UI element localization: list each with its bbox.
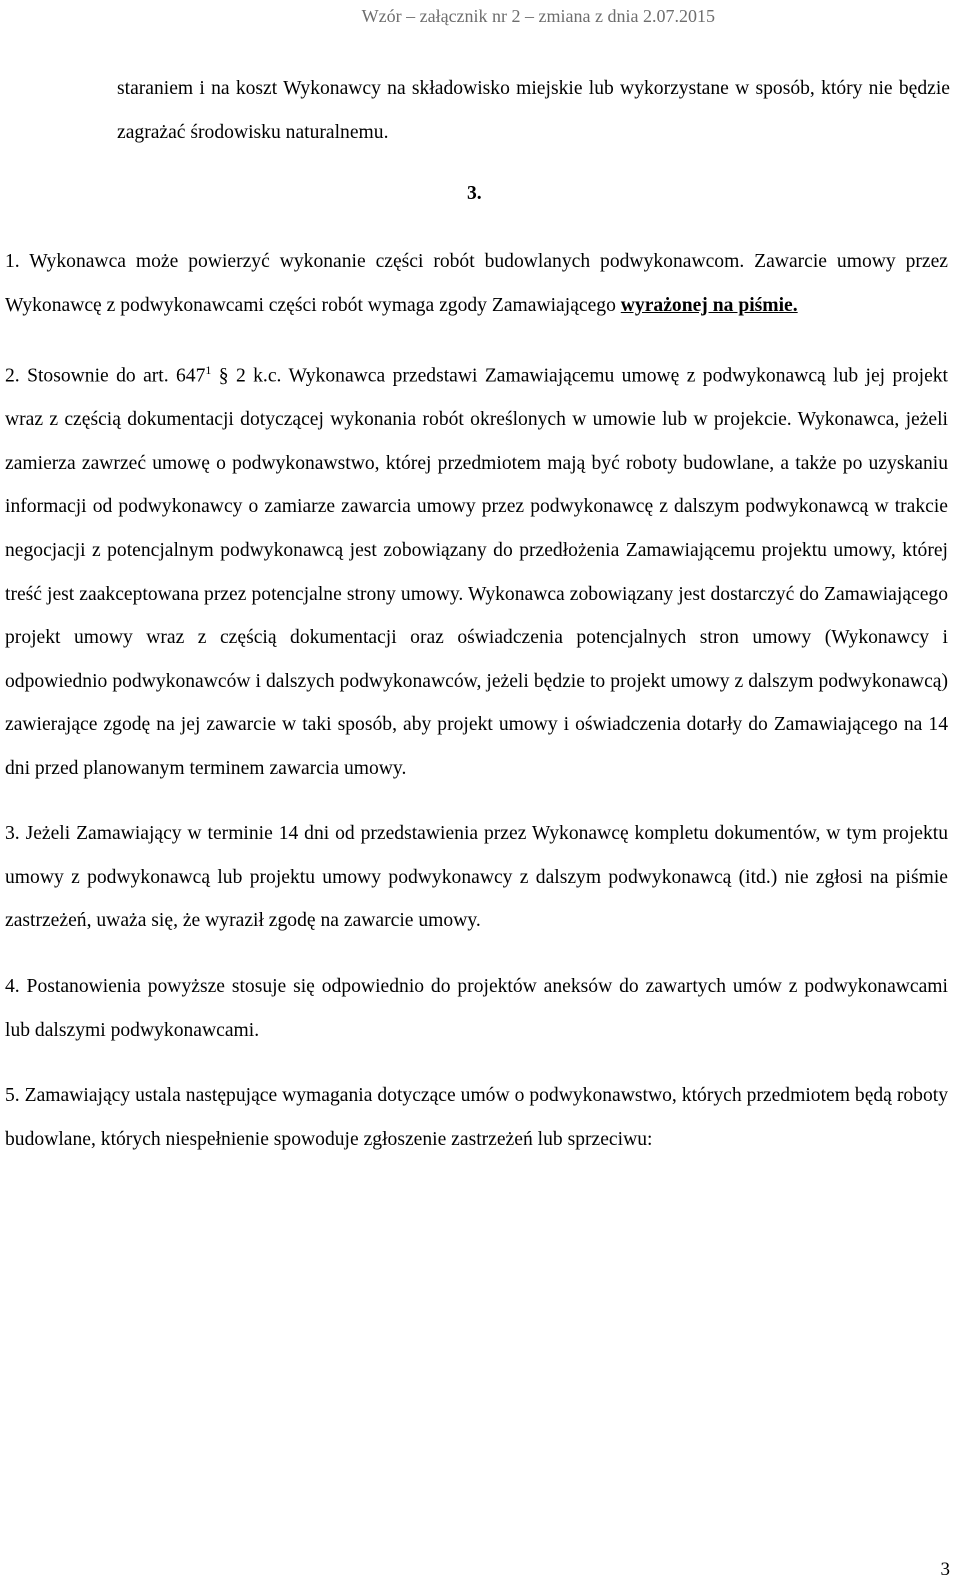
paragraph-1 bbox=[5, 240, 948, 327]
paragraph-5: 5. Zamawiający ustala następujące wymagania dotyczące umów o podwykonawstwo, których przedmiotem będą roboty budowlane, których niespełnienie spowoduje zgłoszenie zastrzeżeń lub sprzeciwu: bbox=[5, 1085, 948, 1150]
paragraph-4: 4. Postanowienia powyższe stosuje się odpowiednio do projektów aneksów do zawartych umów z podwykonawcami lub dalszymi podwykonawcami. bbox=[5, 976, 948, 1041]
paragraph-1-emphasis: wyrażonej na piśmie. bbox=[620, 294, 798, 316]
section-number: 3. bbox=[467, 183, 482, 204]
continuation-paragraph: staraniem i na koszt Wykonawcy na składowisko miejskie lub wykorzystane w sposób, który nie będzie zagrażać środowisku naturalnemu. bbox=[117, 78, 950, 143]
paragraph-1-text: 1. Wykonawca może powierzyć wykonanie części robót budowlanych podwykonawcom. Zawarcie umowy przez Wykonawcę z podwykonawcami części robót wymaga zgody Zamawiającego bbox=[5, 251, 948, 316]
paragraph-2-superscript: 1 bbox=[205, 363, 212, 377]
paragraph-3: 3. Jeżeli Zamawiający w terminie 14 dni od przedstawienia przez Wykonawcę kompletu dokumentów, w tym projektu umowy z podwykonawcą lub projektu umowy podwykonawcy z dalszym podwykonawcą (itd.) nie zgłosi na piśmie zastrzeżeń, uważa się, że wyraził zgodę na zawarcie umowy. bbox=[5, 823, 948, 932]
paragraph-2-text-a: 2. Stosownie do art. 647 bbox=[5, 365, 206, 387]
page-number: 3 bbox=[940, 1559, 950, 1580]
paragraph-2 bbox=[5, 349, 948, 790]
document-header: Wzór – załącznik nr 2 – zmiana z dnia 2.07.2015 bbox=[361, 6, 715, 26]
paragraph-2-text-b: § 2 k.c. Wykonawca przedstawi Zamawiającemu umowę z podwykonawcą lub jej projekt wraz z częścią dokumentacji dotyczącej wykonania robót określonych w umowie lub w projekcie. Wykonawca, jeżeli zamierza zawrzeć umowę o podwykonawstwo, której przedmiotem mają być roboty budowlane, a także po uzyskaniu informacji od podwykonawcy o zamiarze zawarcia umowy przez podwykonawcę z dalszym podwykonawcą w trakcie negocjacji z potencjalnym podwykonawcą jest zobowiązany do przedłożenia Zamawiającemu projektu umowy, której treść jest zaakceptowana przez potencjalne strony umowy. Wykonawca zobowiązany jest dostarczyć do Zamawiającego projekt umowy wraz z częścią dokumentacji oraz oświadczenia potencjalnych stron umowy (Wykonawcy i odpowiednio podwykonawców i dalszych podwykonawców, jeżeli będzie to projekt umowy z dalszym podwykonawcą) zawierające zgodę na jej zawarcie w taki sposób, aby projekt umowy i oświadczenia dotarły do Zamawiającego na 14 dni przed planowanym terminem zawarcia umowy. bbox=[5, 365, 949, 779]
